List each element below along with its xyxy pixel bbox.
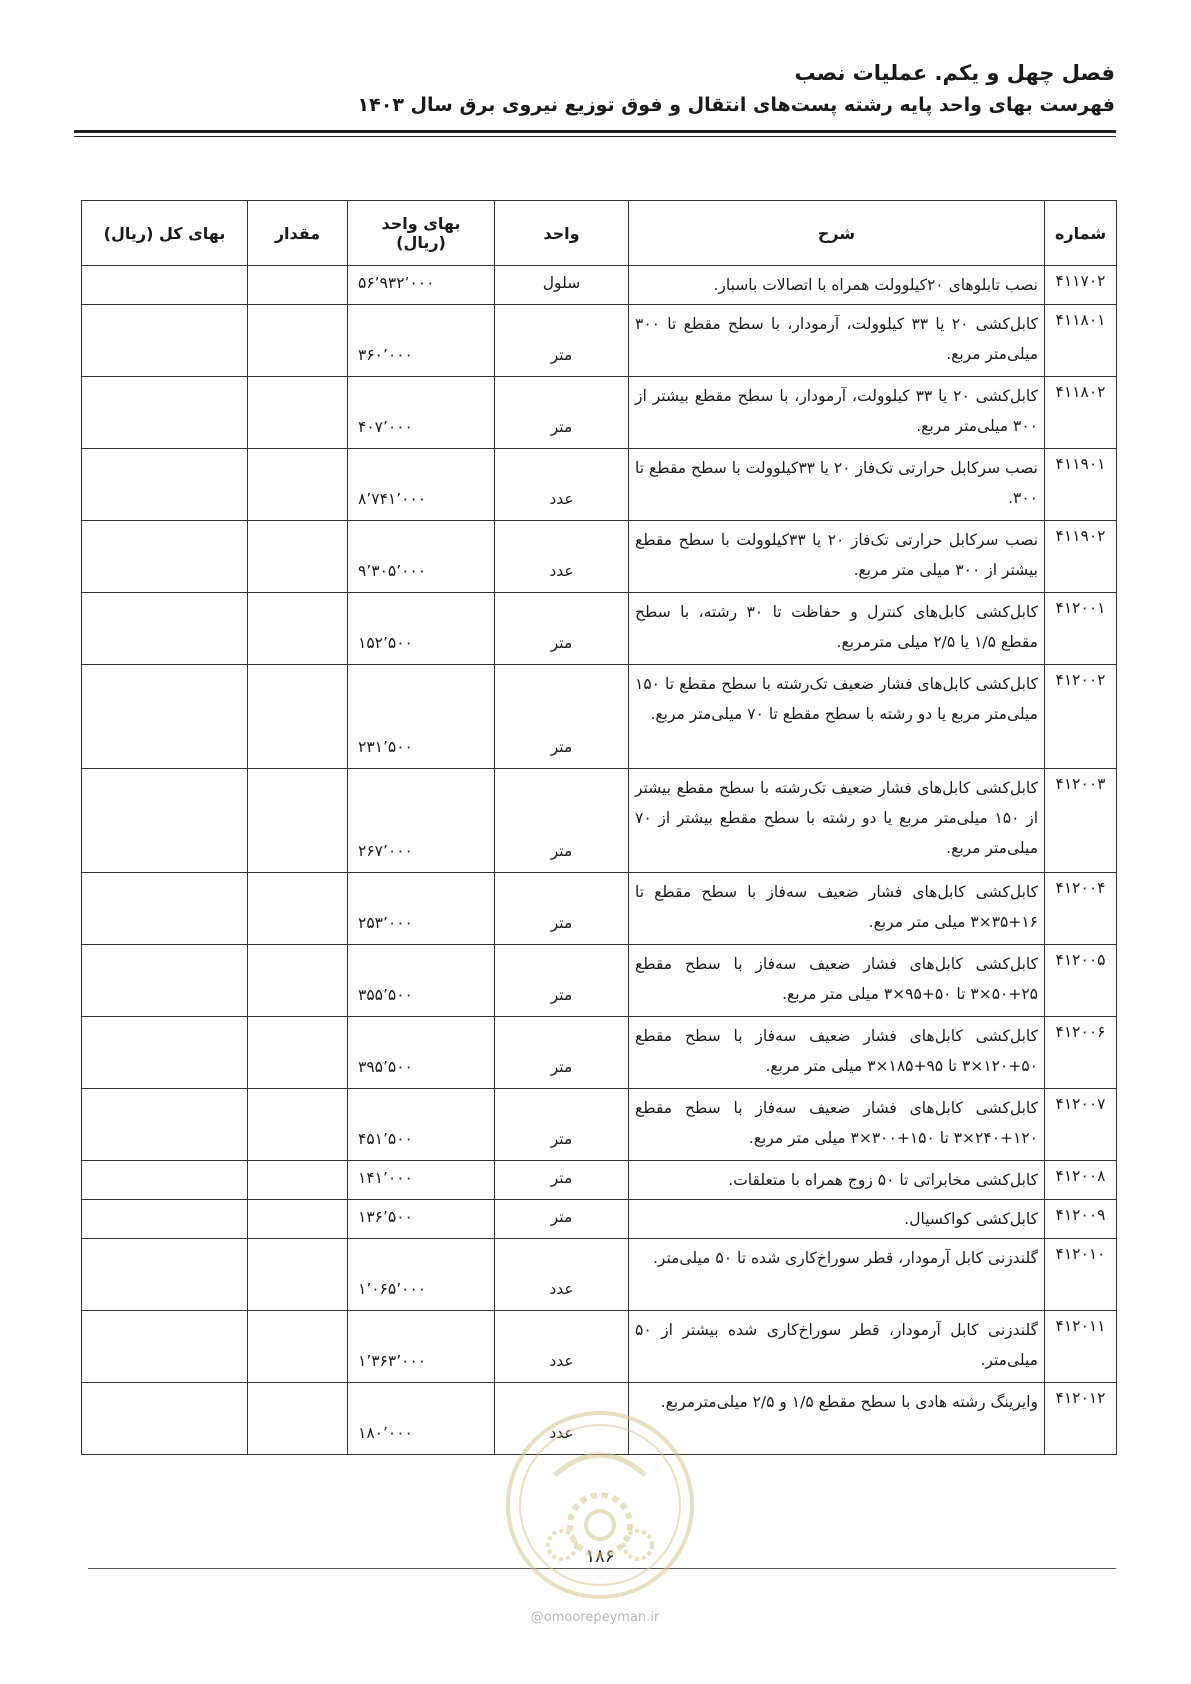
- item-quantity: [248, 665, 348, 769]
- table-row: [82, 266, 1117, 305]
- item-unit: متر: [495, 1200, 629, 1239]
- item-total-price: [82, 1239, 248, 1311]
- item-total-price: [82, 1017, 248, 1089]
- item-unit-price: ۴۵۱٬۵۰۰: [348, 1089, 495, 1161]
- item-quantity: [248, 593, 348, 665]
- item-unit: متر: [495, 1161, 629, 1200]
- item-unit: متر: [495, 945, 629, 1017]
- item-description: کابل‌کشی ۲۰ یا ۳۳ کیلوولت، آرمودار، با سطح مقطع تا ۳۰۰ میلی‌متر مربع.: [629, 305, 1045, 377]
- item-quantity: [248, 945, 348, 1017]
- table-body: [82, 266, 1117, 1455]
- header-total-price: بهای کل (ریال): [82, 201, 248, 266]
- item-quantity: [248, 305, 348, 377]
- item-number: ۴۱۱۹۰۲: [1045, 521, 1117, 593]
- item-total-price: [82, 1311, 248, 1383]
- item-quantity: [248, 521, 348, 593]
- item-description: کابل‌کشی کابل‌های فشار ضعیف سه‌فاز با سطح مقطع تا ۱۶+۳۵×۳ میلی متر مربع.: [629, 873, 1045, 945]
- item-quantity: [248, 1161, 348, 1200]
- item-description: کابل‌کشی کابل‌های فشار ضعیف تک‌رشته با سطح مقطع تا ۱۵۰ میلی‌متر مربع یا دو رشته با سطح مقطع تا ۷۰ میلی‌متر مربع.: [629, 665, 1045, 769]
- table-row: [82, 521, 1117, 593]
- item-total-price: [82, 521, 248, 593]
- item-number: ۴۱۲۰۰۶: [1045, 1017, 1117, 1089]
- item-unit: متر: [495, 377, 629, 449]
- item-description: کابل‌کشی کواکسیال.: [629, 1200, 1045, 1239]
- item-description: کابل‌کشی کابل‌های کنترل و حفاظت تا ۳۰ رشته، با سطح مقطع ۱/۵ یا ۲/۵ میلی مترمربع.: [629, 593, 1045, 665]
- item-unit: متر: [495, 305, 629, 377]
- document-subtitle: فهرست بهای واحد پایه رشته پست‌های انتقال و فوق توزیع نیروی برق سال ۱۴۰۳: [357, 94, 1115, 116]
- table-row: [82, 377, 1117, 449]
- item-number: ۴۱۱۷۰۲: [1045, 266, 1117, 305]
- item-description: کابل‌کشی کابل‌های فشار ضعیف سه‌فاز با سطح مقطع ۵۰+۱۲۰×۳ تا ۹۵+۱۸۵×۳ میلی متر مربع.: [629, 1017, 1045, 1089]
- item-unit: متر: [495, 593, 629, 665]
- page-number: ۱۸۶: [585, 1546, 615, 1567]
- item-quantity: [248, 873, 348, 945]
- item-unit: سلول: [495, 266, 629, 305]
- table-header-row: [82, 201, 1117, 266]
- item-number: ۴۱۲۰۱۰: [1045, 1239, 1117, 1311]
- item-total-price: [82, 769, 248, 873]
- item-description: کابل‌کشی ۲۰ یا ۳۳ کیلوولت، آرمودار، با سطح مقطع بیشتر از ۳۰۰ میلی‌متر مربع.: [629, 377, 1045, 449]
- item-unit: متر: [495, 665, 629, 769]
- item-description: کابل‌کشی کابل‌های فشار ضعیف تک‌رشته با سطح مقطع بیشتر از ۱۵۰ میلی‌متر مربع یا دو رشته با سطح مقطع بیشتر از ۷۰ میلی‌متر مربع.: [629, 769, 1045, 873]
- item-unit: عدد: [495, 521, 629, 593]
- item-unit-price: ۱٬۰۶۵٬۰۰۰: [348, 1239, 495, 1311]
- item-total-price: [82, 1383, 248, 1455]
- item-quantity: [248, 1017, 348, 1089]
- table-row: [82, 1161, 1117, 1200]
- item-number: ۴۱۲۰۰۳: [1045, 769, 1117, 873]
- item-quantity: [248, 1311, 348, 1383]
- item-description: وایرینگ رشته هادی با سطح مقطع ۱/۵ و ۲/۵ میلی‌مترمربع.: [629, 1383, 1045, 1455]
- item-number: ۴۱۲۰۰۷: [1045, 1089, 1117, 1161]
- item-unit: متر: [495, 1017, 629, 1089]
- item-unit-price: ۸٬۷۴۱٬۰۰۰: [348, 449, 495, 521]
- item-unit-price: ۳۶۰٬۰۰۰: [348, 305, 495, 377]
- item-total-price: [82, 377, 248, 449]
- watermark-site: @omoorepeyman.ir: [530, 1610, 660, 1625]
- page-header: [75, 58, 1115, 120]
- item-description: نصب تابلوهای ۲۰کیلوولت همراه با اتصالات باسبار.: [629, 266, 1045, 305]
- item-total-price: [82, 1200, 248, 1239]
- item-number: ۴۱۱۸۰۱: [1045, 305, 1117, 377]
- item-number: ۴۱۲۰۰۲: [1045, 665, 1117, 769]
- item-total-price: [82, 449, 248, 521]
- item-description: نصب سرکابل حرارتی تک‌فاز ۲۰ یا ۳۳کیلوولت با سطح مقطع تا ۳۰۰.: [629, 449, 1045, 521]
- item-number: ۴۱۲۰۰۸: [1045, 1161, 1117, 1200]
- table-row: [82, 1239, 1117, 1311]
- item-total-price: [82, 665, 248, 769]
- table-row: [82, 769, 1117, 873]
- table-row: [82, 449, 1117, 521]
- item-quantity: [248, 769, 348, 873]
- header-divider-thin: [74, 136, 1116, 137]
- item-unit: متر: [495, 873, 629, 945]
- item-description: کابل‌کشی کابل‌های فشار ضعیف سه‌فاز با سطح مقطع ۲۵+۵۰×۳ تا ۵۰+۹۵×۳ میلی متر مربع.: [629, 945, 1045, 1017]
- item-quantity: [248, 266, 348, 305]
- item-quantity: [248, 1239, 348, 1311]
- item-unit: عدد: [495, 1239, 629, 1311]
- item-number: ۴۱۱۸۰۲: [1045, 377, 1117, 449]
- footer-divider: [88, 1568, 1116, 1569]
- item-quantity: [248, 1089, 348, 1161]
- item-total-price: [82, 945, 248, 1017]
- table-row: [82, 1311, 1117, 1383]
- item-description: گلندزنی کابل آرمودار، قطر سوراخ‌کاری شده بیشتر از ۵۰ میلی‌متر.: [629, 1311, 1045, 1383]
- item-total-price: [82, 266, 248, 305]
- item-unit-price: ۲۳۱٬۵۰۰: [348, 665, 495, 769]
- header-description: شرح: [629, 201, 1045, 266]
- table-row: [82, 1089, 1117, 1161]
- item-number: ۴۱۲۰۰۹: [1045, 1200, 1117, 1239]
- table-row: [82, 1383, 1117, 1455]
- item-number: ۴۱۱۹۰۱: [1045, 449, 1117, 521]
- item-unit-price: ۹٬۳۰۵٬۰۰۰: [348, 521, 495, 593]
- table-row: [82, 945, 1117, 1017]
- item-unit-price: ۳۹۵٬۵۰۰: [348, 1017, 495, 1089]
- item-unit: عدد: [495, 449, 629, 521]
- item-unit-price: ۱۳۶٬۵۰۰: [348, 1200, 495, 1239]
- item-total-price: [82, 593, 248, 665]
- item-total-price: [82, 1089, 248, 1161]
- item-quantity: [248, 449, 348, 521]
- item-description: گلندزنی کابل آرمودار، قطر سوراخ‌کاری شده تا ۵۰ میلی‌متر.: [629, 1239, 1045, 1311]
- header-unit: واحد: [495, 201, 629, 266]
- item-unit: متر: [495, 1089, 629, 1161]
- item-number: ۴۱۲۰۰۵: [1045, 945, 1117, 1017]
- item-unit-price: ۲۶۷٬۰۰۰: [348, 769, 495, 873]
- header-number: شماره: [1045, 201, 1117, 266]
- header-unit-price: بهای واحد (ریال): [348, 201, 495, 266]
- item-unit-price: ۱۵۲٬۵۰۰: [348, 593, 495, 665]
- item-unit: عدد: [495, 1383, 629, 1455]
- item-number: ۴۱۲۰۰۴: [1045, 873, 1117, 945]
- item-unit: متر: [495, 769, 629, 873]
- item-quantity: [248, 1200, 348, 1239]
- item-description: کابل‌کشی مخابراتی تا ۵۰ زوج همراه با متعلقات.: [629, 1161, 1045, 1200]
- table-row: [82, 1017, 1117, 1089]
- header-divider: [74, 130, 1116, 133]
- item-number: ۴۱۲۰۱۲: [1045, 1383, 1117, 1455]
- header-quantity: مقدار: [248, 201, 348, 266]
- item-unit-price: ۱۴۱٬۰۰۰: [348, 1161, 495, 1200]
- item-number: ۴۱۲۰۱۱: [1045, 1311, 1117, 1383]
- table-row: [82, 1200, 1117, 1239]
- item-unit-price: ۳۵۵٬۵۰۰: [348, 945, 495, 1017]
- item-unit-price: ۲۵۳٬۰۰۰: [348, 873, 495, 945]
- table-row: [82, 873, 1117, 945]
- table-row: [82, 665, 1117, 769]
- item-total-price: [82, 873, 248, 945]
- item-quantity: [248, 377, 348, 449]
- item-number: ۴۱۲۰۰۱: [1045, 593, 1117, 665]
- item-unit: عدد: [495, 1311, 629, 1383]
- item-total-price: [82, 1161, 248, 1200]
- item-unit-price: ۴۰۷٬۰۰۰: [348, 377, 495, 449]
- item-unit-price: ۱۸۰٬۰۰۰: [348, 1383, 495, 1455]
- table-row: [82, 305, 1117, 377]
- item-total-price: [82, 305, 248, 377]
- item-unit-price: ۱٬۳۶۳٬۰۰۰: [348, 1311, 495, 1383]
- table-row: [82, 593, 1117, 665]
- chapter-title: فصل چهل و یکم. عملیات نصب: [794, 61, 1115, 85]
- item-unit-price: ۵۶٬۹۳۲٬۰۰۰: [348, 266, 495, 305]
- item-description: کابل‌کشی کابل‌های فشار ضعیف سه‌فاز با سطح مقطع ۱۲۰+۲۴۰×۳ تا ۱۵۰+۳۰۰×۳ میلی متر مربع.: [629, 1089, 1045, 1161]
- price-list-table: [81, 200, 1117, 1455]
- item-description: نصب سرکابل حرارتی تک‌فاز ۲۰ یا ۳۳کیلوولت با سطح مقطع بیشتر از ۳۰۰ میلی متر مربع.: [629, 521, 1045, 593]
- item-quantity: [248, 1383, 348, 1455]
